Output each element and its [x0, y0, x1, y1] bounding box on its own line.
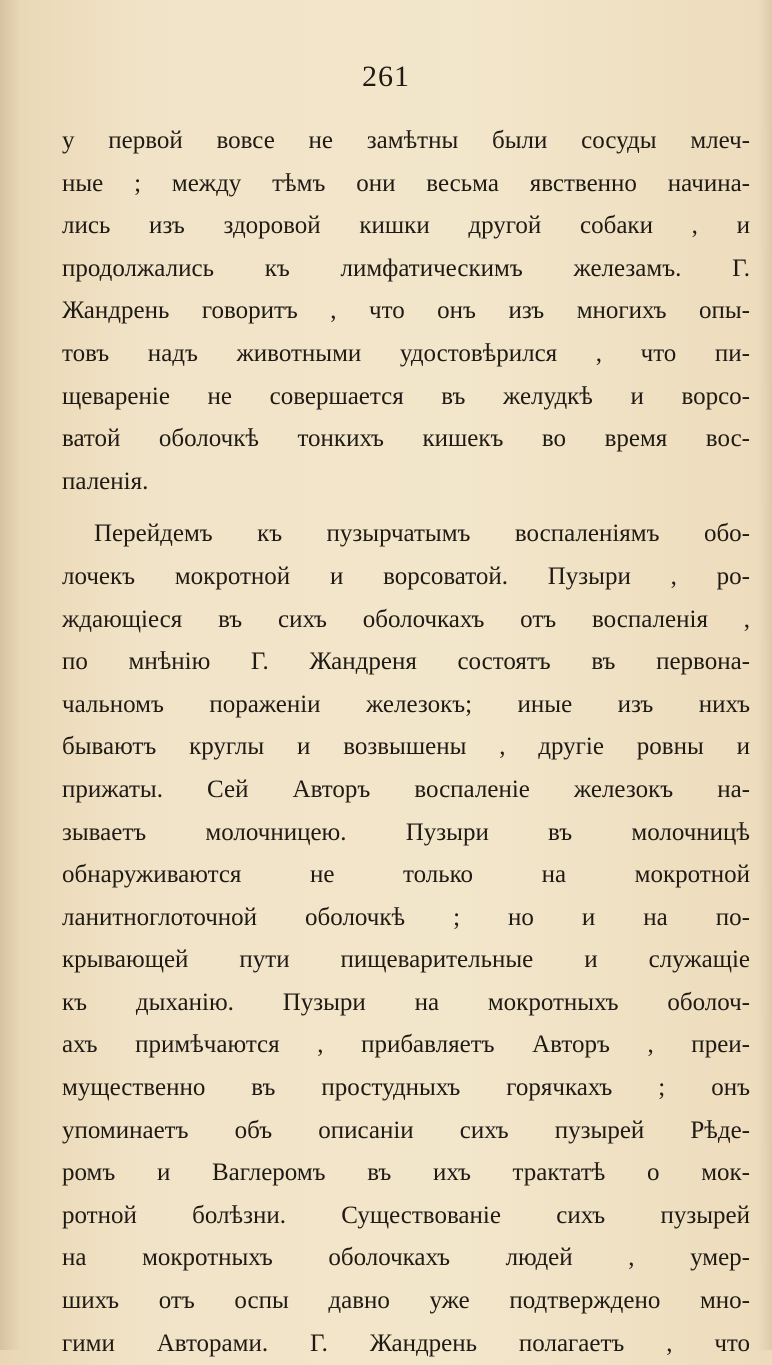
text-line: обнаруживаются не только на мокротной [62, 861, 750, 889]
gutter-shadow [0, 0, 22, 1350]
text-line: на мокротныхъ оболочкахъ людей , умер- [62, 1244, 750, 1272]
text-line: ланитноглоточной оболочкѣ ; но и на по- [62, 903, 750, 931]
edge-shadow [758, 0, 772, 1350]
text-line: чальномъ пораженіи железокъ; иные изъ нихъ [62, 690, 750, 718]
text-line: ватой оболочкѣ тонкихъ кишекъ во время вос- [62, 425, 750, 453]
text-line: лочекъ мокротной и ворсоватой. Пузыри , ро- [62, 562, 750, 590]
text-line: паленія. [62, 467, 149, 495]
text-line: ахъ примѣчаются , прибавляетъ Авторъ , преи- [62, 1031, 750, 1059]
text-line: упоминаетъ объ описаніи сихъ пузырей Рѣде- [62, 1116, 750, 1144]
text-line: ротной болѣзни. Существованіе сихъ пузырей [62, 1201, 750, 1229]
text-line: ромъ и Ваглеромъ въ ихъ трактатѣ о мок- [62, 1159, 750, 1187]
text-line: щевареніе не совершается въ желудкѣ и ворсо- [62, 382, 750, 410]
page-number: 261 [362, 60, 410, 93]
text-line: прижаты. Сей Авторъ воспаленіе железокъ на- [62, 775, 750, 803]
text-line: зываетъ молочницею. Пузыри въ молочницѣ [62, 818, 750, 846]
text-line: Перейдемъ къ пузырчатымъ воспаленіямъ обо- [94, 520, 750, 548]
text-line: ждающіеся въ сихъ оболочкахъ отъ воспаленія , [62, 605, 750, 633]
text-line: шихъ отъ оспы давно уже подтверждено мно- [62, 1287, 750, 1315]
text-line: крывающей пути пищеварительные и служащіе [62, 946, 750, 974]
text-line: продолжались къ лимфатическимъ железамъ. Г. [62, 254, 750, 282]
text-line: мущественно въ простудныхъ горячкахъ ; онъ [62, 1074, 750, 1102]
text-line: по мнѣнію Г. Жандреня состоятъ въ первона- [62, 648, 750, 676]
text-line: ные ; между тѣмъ они весьма явственно начина- [62, 169, 750, 197]
text-line: лись изъ здоровой кишки другой собаки , и [62, 212, 750, 240]
text-line: товъ надъ животными удостовѣрился , что пи- [62, 339, 750, 367]
body-text [62, 120, 750, 1365]
text-line: гими Авторами. Г. Жандрень полагаетъ , что [62, 1329, 750, 1357]
text-line: къ дыханію. Пузыри на мокротныхъ оболоч- [62, 988, 750, 1016]
text-line: бываютъ круглы и возвышены , другіе ровны и [62, 733, 750, 761]
text-line: у первой вовсе не замѣтны были сосуды млеч- [62, 127, 750, 154]
text-line: Жандрень говоритъ , что онъ изъ многихъ опы- [62, 297, 750, 325]
